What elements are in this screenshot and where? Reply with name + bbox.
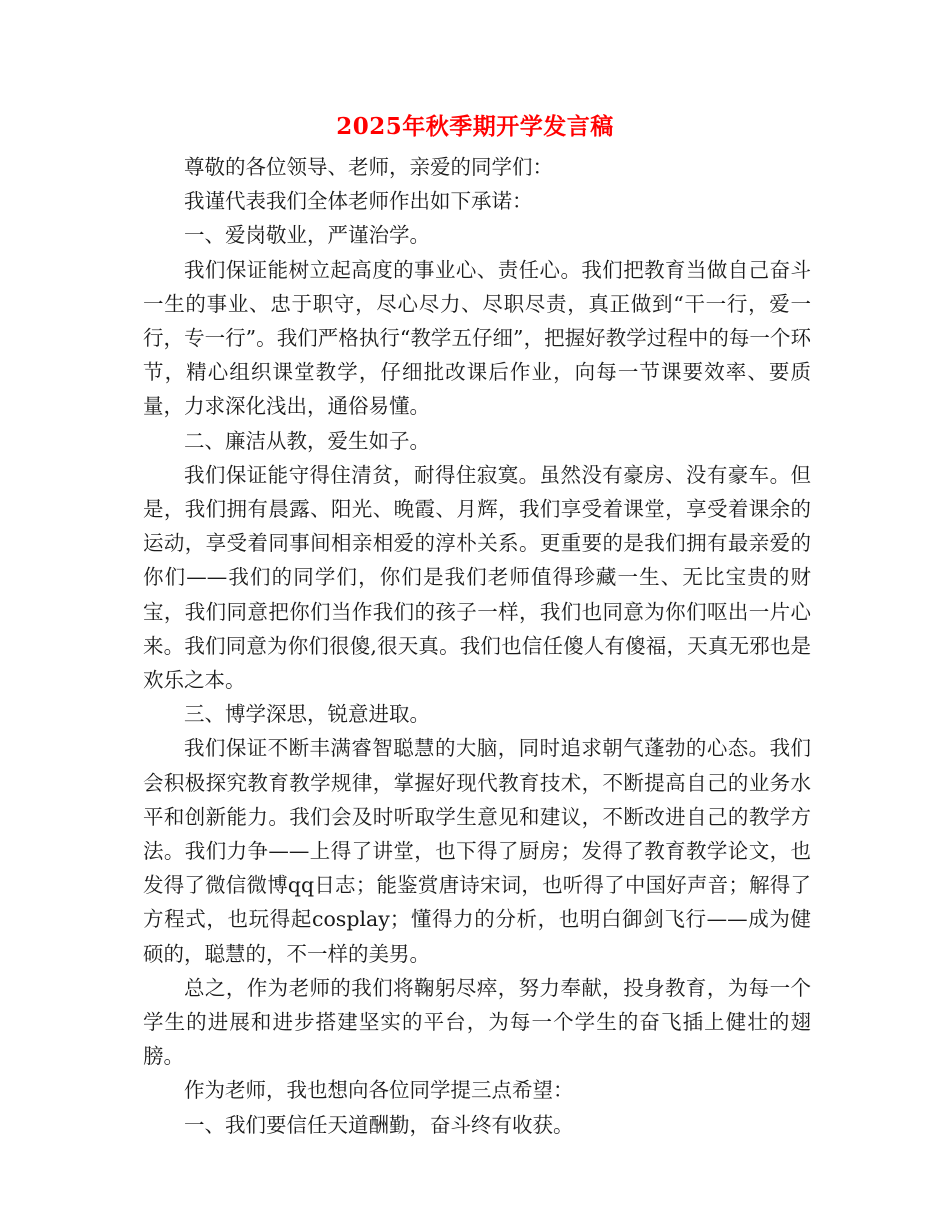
paragraph-pledge-intro: 我谨代表我们全体老师作出如下承诺：	[184, 189, 533, 214]
document-body	[143, 150, 811, 1142]
paragraph-hopes-intro: 作为老师，我也想向各位同学提三点希望：	[184, 1078, 574, 1103]
heading-point-one: 一、爱岗敬业，严谨治学。	[184, 223, 430, 248]
paragraph-salutation: 尊敬的各位领导、老师，亲爱的同学们：	[184, 155, 553, 179]
heading-point-three: 三、博学深思，锐意进取。	[184, 702, 430, 727]
paragraph-point-two: 我们保证能守得住清贫，耐得住寂寞。虽然没有豪房、没有豪车。但是，我们拥有晨露、阳光、晚霞、月辉，我们享受着课堂，享受着课余的运动，享受着同事间相亲相爱的淳朴关系。更重要的是我们拥有最亲爱的你们——我们的同学们，你们是我们老师值得珍藏一生、无比宝贵的财宝，我们同意把你们当作我们的孩子一样，我们也同意为你们呕出一片心来。我们同意为你们很傻,很天真。我们也信任傻人有傻福，天真无邪也是欢乐之本。	[143, 462, 811, 693]
paragraph-point-three: 我们保证不断丰满睿智聪慧的大脑，同时追求朝气蓬勃的心态。我们会积极探究教育教学规律，掌握好现代教育技术，不断提高自己的业务水平和创新能力。我们会及时听取学生意见和建议，不断改进自己的教学方法。我们力争——上得了讲堂，也下得了厨房；发得了教育教学论文，也发得了微信微博qq日志；能鉴赏唐诗宋词，也听得了中国好声音；解得了方程式，也玩得起cosplay；懂得力的分析，也明白御剑飞行——成为健硕的，聪慧的，不一样的美男。	[143, 736, 811, 966]
paragraph-summary: 总之，作为老师的我们将鞠躬尽瘁，努力奉献，投身教育，为每一个学生的进展和进步搭建坚实的平台，为每一个学生的奋飞插上健壮的翅膀。	[143, 975, 811, 1069]
paragraph-point-one: 我们保证能树立起高度的事业心、责任心。我们把教育当做自己奋斗一生的事业、忠于职守，尽心尽力、尽职尽责，真正做到“干一行，爱一行，专一行”。我们严格执行“教学五仔细”，把握好教学过程中的每一个环节，精心组织课堂教学，仔细批改课后作业，向每一节课要效率、要质量，力求深化浅出，通俗易懂。	[143, 257, 811, 419]
heading-hope-one: 一、我们要信任天道酬勤，奋斗终有收获。	[184, 1112, 574, 1137]
heading-point-two: 二、廉洁从教，爱生如子。	[184, 428, 430, 453]
document-title: 2025年秋季期开学发言稿	[336, 113, 614, 140]
